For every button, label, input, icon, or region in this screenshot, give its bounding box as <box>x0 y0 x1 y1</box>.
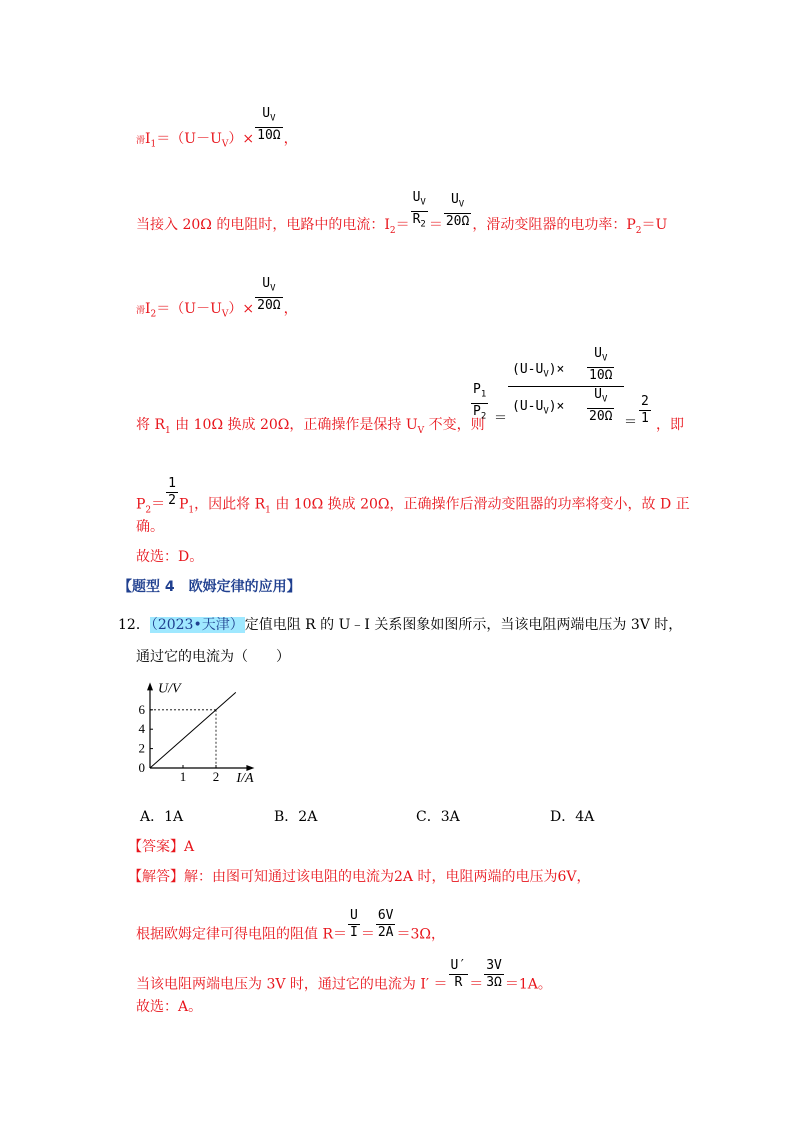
equals: ＝ <box>494 411 508 426</box>
text: ，滑动变阻器的电功率：P <box>472 217 636 234</box>
y-tick-label: 6 <box>138 701 145 717</box>
fraction <box>587 346 614 384</box>
denominator: R <box>449 974 469 991</box>
subscript: V <box>601 353 608 364</box>
subscript: 1 <box>150 139 157 150</box>
numerator: U <box>412 190 421 205</box>
y-axis-label: U/V <box>158 681 181 697</box>
expr: )× <box>548 362 565 377</box>
expr: ）× <box>228 130 255 147</box>
subscript: V <box>221 309 229 320</box>
denominator: 20Ω <box>257 297 281 313</box>
expr: ＝（U－U <box>156 300 222 317</box>
big-numerator <box>508 346 624 386</box>
denominator: R <box>412 211 421 227</box>
numerator: U <box>594 346 602 361</box>
answer-choice-line: 故选：D。 <box>136 549 204 565</box>
denominator: 10Ω <box>589 367 613 383</box>
solution-line-i2-slider <box>136 276 298 328</box>
text: 当该电阻两端电压为 3V 时，通过它的电流为 I′ ＝ <box>136 976 448 993</box>
numerator: U <box>262 106 271 121</box>
expr: (U-U <box>512 362 544 377</box>
subscript: V <box>601 394 608 405</box>
denominator: 10Ω <box>257 127 281 143</box>
solution-line-i2 <box>136 190 668 246</box>
subscript: 2 <box>150 309 157 320</box>
subscript: 2 <box>635 225 642 236</box>
symbol: I <box>145 300 151 317</box>
subscript: V <box>420 197 426 208</box>
big-fraction <box>508 346 624 427</box>
subscript: V <box>543 406 549 417</box>
text: ＝3Ω， <box>396 926 445 943</box>
fraction <box>639 394 651 427</box>
u-i-chart <box>130 668 290 788</box>
question-text-2: 通过它的电流为（ ） <box>136 649 290 665</box>
sub-label: 滑 <box>136 305 146 316</box>
numerator: U <box>350 908 358 923</box>
equals: ＝ <box>151 496 166 513</box>
fraction <box>255 106 282 144</box>
subscript: 2 <box>145 505 152 516</box>
numerator: 2 <box>641 394 649 409</box>
y-axis-arrow <box>147 682 153 690</box>
option-a[interactable]: A．1A <box>140 809 184 825</box>
subscript: V <box>543 369 549 380</box>
denominator: 20Ω <box>445 213 470 229</box>
subscript: 2 <box>480 411 487 422</box>
numerator: U′ <box>450 958 467 973</box>
subscript: 1 <box>480 389 487 400</box>
solution-line-p2 <box>136 476 690 521</box>
expr: )× <box>548 399 565 414</box>
numerator: 6V <box>377 908 394 923</box>
solution-line-ratio <box>136 416 485 440</box>
denominator: 20Ω <box>589 408 613 424</box>
fraction <box>166 476 178 509</box>
subscript: V <box>270 113 276 124</box>
fraction <box>255 276 282 314</box>
subscript: 1 <box>265 505 271 516</box>
subscript: V <box>458 199 465 210</box>
denominator: 2 <box>168 493 176 508</box>
ratio-fraction-p <box>470 382 489 424</box>
expr: ＝（U－U <box>156 130 222 147</box>
option-d[interactable]: D．4A <box>550 809 595 825</box>
denominator: P <box>473 403 481 419</box>
denominator: 2A <box>377 925 394 940</box>
expr: ）× <box>228 300 255 317</box>
symbol: P <box>136 496 146 513</box>
subscript: 1 <box>165 425 171 436</box>
text: ＝1A。 <box>504 976 552 993</box>
text: 将 R <box>136 417 165 433</box>
question-text: 定值电阻 R 的 U﹣I 关系图象如图所示，当该电阻两端电压为 3V 时， <box>244 617 683 633</box>
equals: ＝ <box>428 217 443 234</box>
current-line <box>136 958 552 1001</box>
data-line <box>150 692 236 768</box>
equals: ＝ <box>624 415 638 430</box>
subscript: V <box>221 139 229 150</box>
text: ，因此将 R <box>194 496 266 513</box>
text: 由 10Ω 换成 20Ω，正确操作是保持 U <box>170 417 418 433</box>
equals: ＝ <box>360 926 375 943</box>
analysis-text: 解：由图可知通过该电阻的电流为2A 时，电阻两端的电压为6V， <box>184 869 591 885</box>
fraction <box>449 958 469 991</box>
denominator: I <box>350 925 358 940</box>
ratio-result <box>638 394 652 427</box>
text: ，即 <box>656 417 684 433</box>
numerator: 1 <box>168 476 176 491</box>
numerator: U <box>450 192 459 208</box>
equals: ＝ <box>469 976 484 993</box>
fraction <box>376 908 396 941</box>
origin-label: 0 <box>138 760 145 775</box>
subscript: V <box>270 283 276 294</box>
punct: ， <box>283 300 298 317</box>
numerator: P <box>473 382 481 397</box>
fraction <box>587 387 614 425</box>
option-b[interactable]: B．2A <box>274 809 318 825</box>
option-c[interactable]: C．3A <box>416 809 460 825</box>
analysis-label: 【解答】 <box>128 869 184 885</box>
punct: ， <box>283 130 298 147</box>
x-tick-label: 2 <box>212 769 220 784</box>
subscript: 1 <box>188 505 195 516</box>
sub-label: 滑 <box>136 135 146 146</box>
fraction <box>471 382 488 424</box>
fraction <box>411 190 428 232</box>
subscript: 2 <box>420 219 426 230</box>
source-tag: （2023•天津） <box>150 617 244 633</box>
fraction <box>348 908 360 941</box>
expr: (U-U <box>512 399 544 414</box>
text: 由 10Ω 换成 20Ω，正确操作后滑动变阻器的功率将变小，故 D 正 <box>270 496 690 513</box>
answer: 【答案】A <box>128 839 195 855</box>
analysis <box>128 868 590 886</box>
solution-line-end: 确。 <box>136 519 164 535</box>
x-axis-label: I/A <box>236 771 254 786</box>
subscript: V <box>417 425 425 436</box>
fraction <box>484 958 504 991</box>
text: 当接入 20Ω 的电阻时，电路中的电流：I <box>136 217 390 234</box>
numerator: 3V <box>486 958 502 973</box>
section-heading: 【题型 4 欧姆定律的应用】 <box>118 579 301 595</box>
numerator: U <box>262 276 271 291</box>
question-12 <box>118 616 682 634</box>
text: ＝U <box>641 217 668 234</box>
resistance-line <box>136 908 445 951</box>
solution-line-i1 <box>136 106 298 158</box>
numerator: U <box>594 387 602 402</box>
text: 不变，则 <box>424 417 485 433</box>
y-tick-label: 2 <box>138 740 145 756</box>
fraction <box>444 192 471 230</box>
symbol: I <box>145 130 151 147</box>
subscript: 2 <box>389 225 396 236</box>
symbol: P <box>178 496 189 513</box>
x-tick-label: 1 <box>179 769 187 784</box>
equals: ＝ <box>395 217 410 234</box>
denominator: 3Ω <box>486 975 502 990</box>
text: 根据欧姆定律可得电阻的阻值 R＝ <box>136 926 347 943</box>
y-tick-label: 4 <box>138 721 145 737</box>
final-answer: 故选：A。 <box>136 999 203 1015</box>
denominator: 1 <box>641 411 649 426</box>
big-denominator <box>508 386 624 427</box>
question-number: 12． <box>118 617 150 633</box>
